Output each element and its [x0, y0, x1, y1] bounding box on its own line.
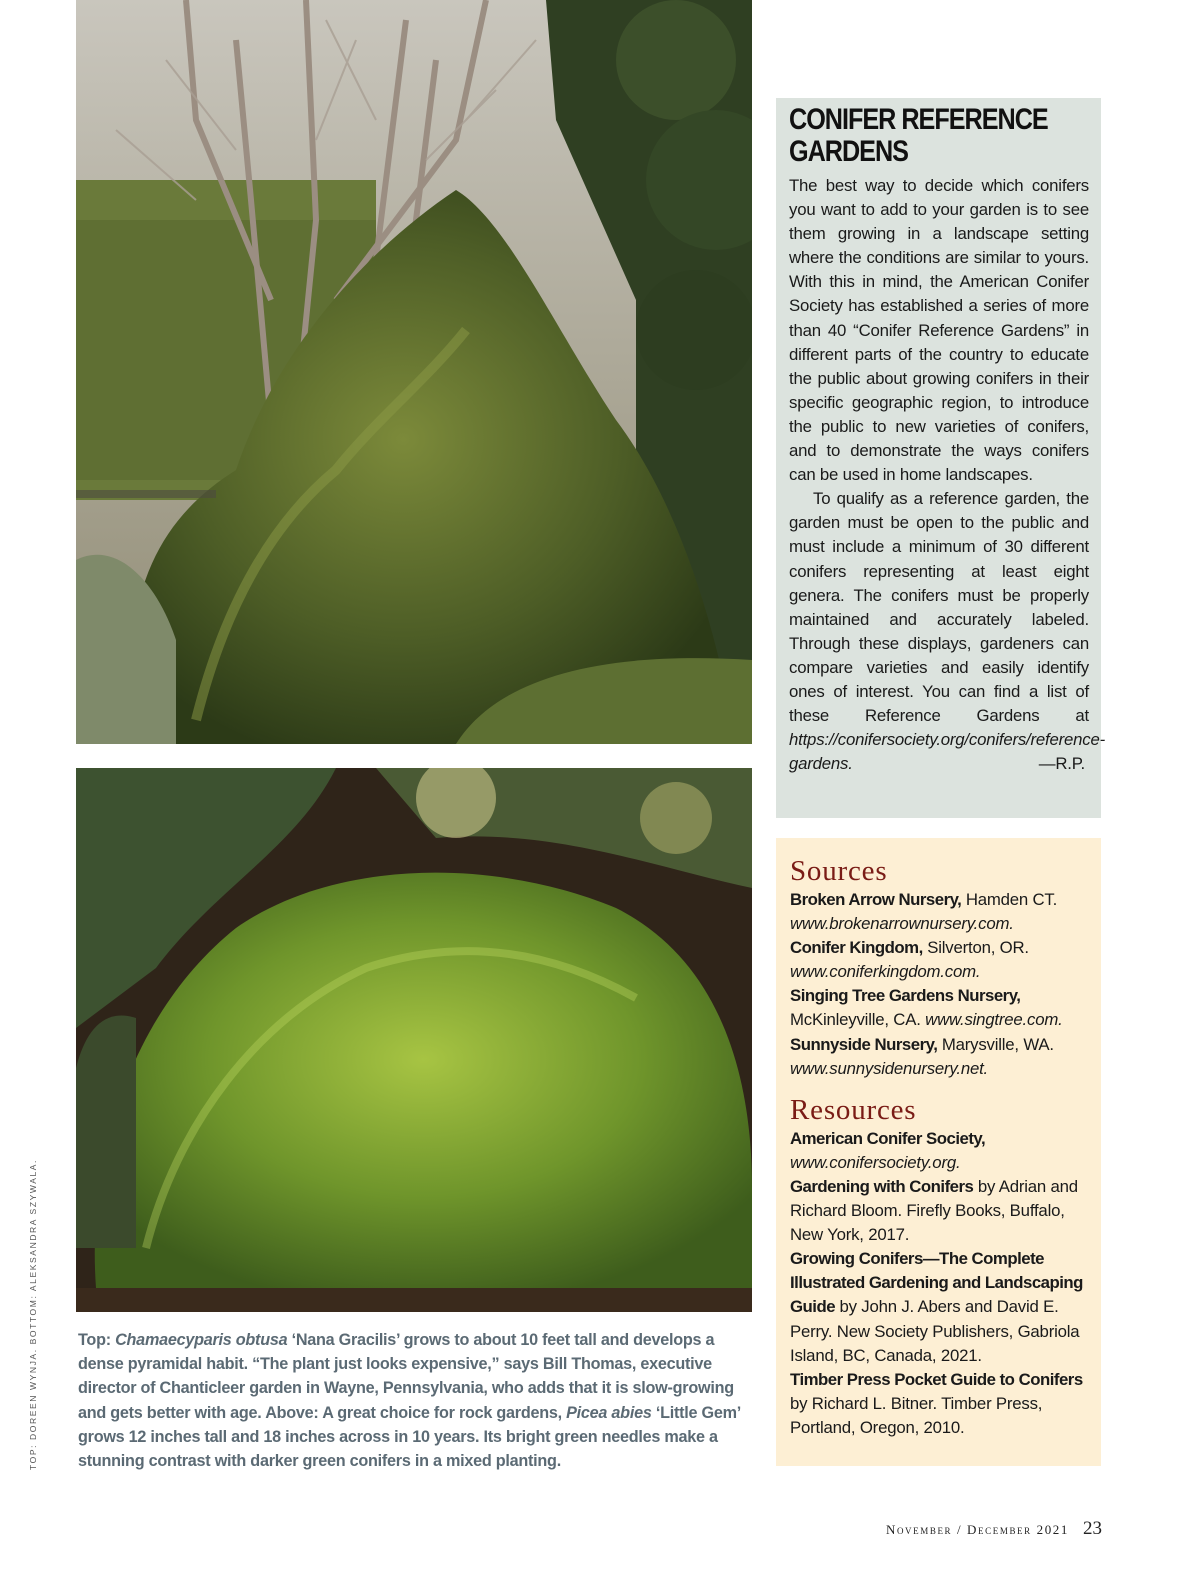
- source-name: Conifer Kingdom,: [790, 938, 923, 958]
- source-detail: Marysville, WA.: [937, 1034, 1054, 1054]
- source-entry: [790, 1033, 1089, 1081]
- source-detail: McKinleyville, CA.: [790, 1010, 926, 1030]
- source-url-link[interactable]: www.singtree.com.: [925, 1010, 1063, 1030]
- reference-gardens-sidebar: [776, 98, 1106, 818]
- source-detail: Hamden CT.: [961, 890, 1058, 909]
- resource-detail: by Richard L. Bitner. Timber Press, Portland, Oregon, 2010.: [790, 1393, 1043, 1437]
- resource-entry: [790, 1247, 1089, 1367]
- source-url-link[interactable]: www.coniferkingdom.com.: [790, 962, 981, 982]
- photo-top: [76, 0, 752, 744]
- photo-caption: [78, 1328, 754, 1473]
- resource-detail: by Adrian and Richard Bloom. Firefly Books, Buffalo, New York, 2017.: [790, 1176, 1078, 1245]
- resources-heading: Resources: [790, 1093, 917, 1126]
- reference-paragraph-2-text: To qualify as a reference garden, the garden must be open to the public and must include a minimum of 30 different conifers representing at least eight genera. The conifers must be properly maintained and accurately labeled. Through these displays, gardeners can compare varieties and easily identify ones of interest. You can find a list of these Reference Gardens at: [789, 489, 1089, 726]
- source-name: Sunnyside Nursery,: [790, 1034, 938, 1054]
- source-url-link[interactable]: www.brokenarrownursery.com.: [790, 914, 1014, 934]
- source-detail: Silverton, OR.: [922, 938, 1029, 958]
- source-name: Broken Arrow Nursery,: [790, 890, 962, 909]
- resource-entry: [790, 1175, 1089, 1247]
- author-signature: —R.P.: [1038, 754, 1085, 774]
- source-entry: [790, 984, 1089, 1032]
- resource-name: Growing Conifers—The Complete Illustrated Gardening and Landscaping Guide: [790, 1249, 1083, 1317]
- sources-list: [790, 888, 1089, 1081]
- caption-above-text: ‘Little Gem’ grows 12 inches tall and 18 inches across in 10 years. Its bright green needles make a stunning contrast with darker green conifers in a mixed planting.: [78, 1403, 741, 1471]
- picea-photo: [76, 768, 752, 1312]
- reference-gardens-body: [789, 174, 1106, 776]
- source-entry: [790, 888, 1089, 936]
- page-footer: [886, 1518, 1102, 1540]
- resource-name: Timber Press Pocket Guide to Conifers: [790, 1369, 1083, 1389]
- resource-entry: [790, 1368, 1089, 1440]
- caption-top-text: ‘Nana Gracilis’ grows to about 10 feet tall and develops a dense pyramidal habit. “The plant just looks expensive,” says Bill Thomas, executive director of Chanticleer garden in Wayne, Pennsylvania, who adds that it is slow-growing and gets better with age.: [78, 1331, 734, 1422]
- resource-name: Gardening with Conifers: [790, 1176, 974, 1196]
- chamaecyparis-photo: [76, 0, 752, 744]
- source-url-link[interactable]: www.sunnysidenursery.net.: [790, 1058, 989, 1078]
- issue-date: November / December 2021: [885, 1522, 1069, 1537]
- resource-entry: [790, 1127, 1089, 1175]
- photo-bottom: [76, 768, 752, 1312]
- resource-name: American Conifer Society,: [790, 1128, 986, 1148]
- caption-above-species: Picea abies: [566, 1403, 652, 1422]
- source-name: Singing Tree Gardens Nursery,: [790, 986, 1021, 1006]
- reference-gardens-link[interactable]: https://conifersociety.org/conifers/reference-gardens.: [789, 730, 1106, 774]
- reference-paragraph-2: [789, 487, 1106, 776]
- caption-top-species: Chamaecyparis obtusa: [115, 1331, 288, 1349]
- page-number: 23: [1083, 1518, 1102, 1539]
- resources-list: [790, 1127, 1089, 1440]
- resource-url-link[interactable]: www.conifersociety.org.: [790, 1152, 961, 1172]
- photo-credit: TOP: DOREEN WYNJA. BOTTOM: ALEKSANDRA SZYWALA.: [28, 1158, 38, 1470]
- caption-top-label: Top:: [78, 1331, 116, 1349]
- resource-detail: by John J. Abers and David E. Perry. New Society Publishers, Gabriola Island, BC, Canada, 2021.: [790, 1297, 1080, 1365]
- reference-paragraph-1: The best way to decide which conifers you want to add to your garden is to see them growing in a landscape setting where the conditions are similar to yours. With this in mind, the American Conifer Society has established a series of more than 40 “Conifer Reference Gardens” in different parts of the country to educate the public about growing conifers in their specific geographic region, to introduce the public to new varieties of conifers, and to demonstrate the ways conifers can be used in home landscapes.: [789, 176, 1089, 485]
- sources-resources-sidebar: [776, 838, 1101, 1466]
- caption-above-label: Above: A great choice for rock gardens,: [265, 1403, 567, 1422]
- sources-heading: Sources: [790, 855, 888, 887]
- reference-gardens-title: CONIFER REFERENCE GARDENS: [789, 103, 1048, 168]
- source-entry: [790, 936, 1089, 984]
